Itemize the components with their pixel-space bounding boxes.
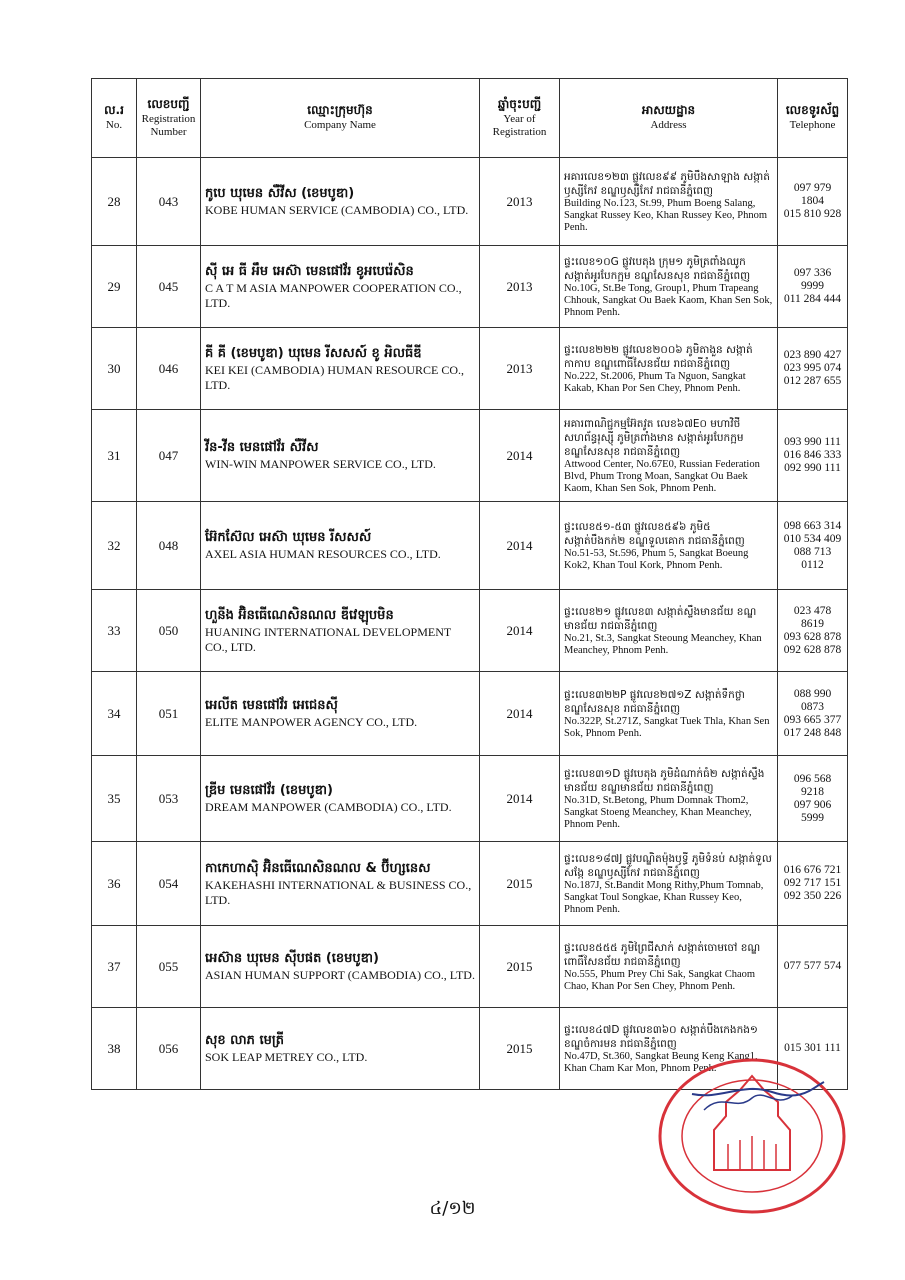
address-khmer: ផ្ទះលេខ៥១-៥៣ ផ្លូវលេខ៥៩៦ ភូមិ៥ សង្កាត់បឹងកក់២ ខណ្ឌទួលគោក រាជធានីភ្នំពេញ xyxy=(564,520,745,547)
company-cell xyxy=(201,410,480,502)
address-cell xyxy=(560,328,778,410)
address-english: No.51-53, St.596, Phum 5, Sangkat Boeung Kok2, Khan Toul Kork, Phnom Penh. xyxy=(564,547,749,571)
company-name-khmer: គី គី (ខេមបូឌា) ឃុមេន រីសសស៍ ខូ អិលធីឌី xyxy=(205,345,422,361)
row-number: 28 xyxy=(92,158,137,246)
registration-number: 048 xyxy=(137,502,201,590)
telephone-number: 097 336 9999 xyxy=(793,267,832,292)
telephone-number: 093 628 878 xyxy=(783,630,842,643)
row-number: 31 xyxy=(92,410,137,502)
telephone-number: 077 577 574 xyxy=(783,960,842,972)
address-khmer: ផ្ទះលេខ១០G ផ្លូវបេតុង ក្រុម១ ភូមិត្រពាំងឈូក សង្កាត់អូរបែកក្អម ខណ្ឌសែនសុខ រាជធានីភ្នំពេញ xyxy=(564,255,751,282)
telephone-number: 093 990 111 xyxy=(784,436,841,448)
header-year: ឆ្នាំចុះបញ្ជី Year of Registration xyxy=(480,79,560,158)
registration-number: 043 xyxy=(137,158,201,246)
telephone-cell xyxy=(778,246,848,328)
company-name-english: KEI KEI (CAMBODIA) HUMAN RESOURCE CO., LTD. xyxy=(205,362,464,392)
telephone-number: 023 890 427 xyxy=(783,349,842,361)
address-english: Building No.123, St.99, Phum Boeng Salang, Sangkat Russey Keo, Khan Russey Keo, Phnom Penh. xyxy=(564,197,767,233)
telephone-number: 092 717 151 xyxy=(783,877,842,889)
registration-number: 045 xyxy=(137,246,201,328)
telephone-number: 097 979 1804 xyxy=(793,182,832,207)
address-english: No.187J, St.Bandit Mong Rithy,Phum Tomnab, Sangkat Toul Songkae, Khan Russey Keo, Phnom Penh. xyxy=(564,879,764,915)
registration-year: 2014 xyxy=(480,590,560,672)
telephone-cell xyxy=(778,590,848,672)
company-cell xyxy=(201,842,480,926)
company-name-english: WIN-WIN MANPOWER SERVICE CO., LTD. xyxy=(205,457,436,471)
registration-number: 046 xyxy=(137,328,201,410)
registration-year: 2015 xyxy=(480,842,560,926)
address-khmer: ផ្ទះលេខ១៨៧J ផ្លូវបណ្ឌិតម៉ុងឫទ្ធី ភូមិទំនប់ សង្កាត់ទួលសង្កែ ខណ្ឌឫស្សីកែវ រាជធានីភ្នំពេញ xyxy=(564,852,772,879)
company-name-english: ELITE MANPOWER AGENCY CO., LTD. xyxy=(205,715,418,729)
telephone-number: 012 287 655 xyxy=(783,375,842,387)
telephone-cell xyxy=(778,756,848,842)
table-row xyxy=(92,246,848,328)
company-name-english: KOBE HUMAN SERVICE (CAMBODIA) CO., LTD. xyxy=(205,203,469,217)
company-cell xyxy=(201,1008,480,1090)
company-name-khmer: កាកេហាស៊ិ អ៊ិនធើណេសិនណល & ប៊ីហ្សនេស xyxy=(205,860,431,876)
company-name-english: SOK LEAP METREY CO., LTD. xyxy=(205,1050,368,1064)
table-row xyxy=(92,672,848,756)
telephone-number: 016 846 333 xyxy=(783,449,842,461)
company-name-khmer: សុខ លាភ មេត្រី xyxy=(205,1033,284,1048)
header-registration-number: លេខបញ្ជី Registration Number xyxy=(137,79,201,158)
address-english: No.322P, St.271Z, Sangkat Tuek Thla, Khan Sen Sok, Phnom Penh. xyxy=(564,715,770,739)
row-number: 38 xyxy=(92,1008,137,1090)
address-english: No.31D, St.Betong, Phum Domnak Thom2, Sangkat Stoeng Meanchey, Khan Meanchey, Phnom Penh. xyxy=(564,794,752,830)
table-row xyxy=(92,590,848,672)
table-row xyxy=(92,756,848,842)
header-address: អាសយដ្ឋាន Address xyxy=(560,79,778,158)
row-number: 34 xyxy=(92,672,137,756)
table-row xyxy=(92,502,848,590)
registration-number: 051 xyxy=(137,672,201,756)
telephone-cell xyxy=(778,328,848,410)
address-khmer: អគារពាណិជ្ជកម្មអ៊ែតវូត លេខ៦៧E០ មហាវិថីសហព័ន្ធរុស្ស៊ី ភូមិត្រពាំងមាន សង្កាត់អូរបែកក្អម ខណ្ឌសែនសុខ រាជធានីភ្នំពេញ xyxy=(564,417,744,458)
address-cell xyxy=(560,502,778,590)
address-khmer: អគារលេខ១២៣ ផ្លូវលេខ៩៩ ភូមិបឹងសាឡាង សង្កាត់ឫស្សីកែវ ខណ្ឌឫស្សីកែវ រាជធានីភ្នំពេញ xyxy=(564,170,770,197)
telephone-number: 017 248 848 xyxy=(783,726,842,739)
registration-year: 2015 xyxy=(480,1008,560,1090)
header-company-name: ឈ្មោះក្រុមហ៊ុន Company Name xyxy=(201,79,480,158)
address-khmer: ផ្ទះលេខ២២២ ផ្លូវលេខ២០០៦ ភូមិតាងួន សង្កាត់កាកាប ខណ្ឌពោធិ៍សែនជ័យ រាជធានីភ្នំពេញ xyxy=(564,343,753,370)
address-english: Attwood Center, No.67E0, Russian Federation Blvd, Phum Trong Moan, Sangkat Ou Baek Kaom, Khan Sen Sok, Phnom Penh. xyxy=(564,458,760,494)
telephone-number: 098 663 314 xyxy=(783,519,842,532)
company-cell xyxy=(201,672,480,756)
company-name-english: ASIAN HUMAN SUPPORT (CAMBODIA) CO., LTD. xyxy=(205,968,475,982)
header-telephone: លេខទូរស័ព្ទ Telephone xyxy=(778,79,848,158)
company-cell xyxy=(201,158,480,246)
company-name-khmer: ហួនីង អ៊ិនធើណេសិនណល ឌីវេឡុបមិន xyxy=(205,607,394,623)
telephone-cell xyxy=(778,502,848,590)
row-number: 33 xyxy=(92,590,137,672)
company-cell xyxy=(201,926,480,1008)
registration-number: 047 xyxy=(137,410,201,502)
registration-year: 2015 xyxy=(480,926,560,1008)
address-khmer: ផ្ទះលេខ៥៥៥ ភូមិព្រៃជីសាក់ សង្កាត់ចោមចៅ ខណ្ឌពោធិ៍សែនជ័យ រាជធានីភ្នំពេញ xyxy=(564,941,761,968)
telephone-number: 010 534 409 xyxy=(783,532,842,545)
row-number: 30 xyxy=(92,328,137,410)
address-khmer: ផ្ទះលេខ៣២២P ផ្លូវលេខ២៧១Z សង្កាត់ទឹកថ្លា ខណ្ឌសែនសុខ រាជធានីភ្នំពេញ xyxy=(564,688,745,715)
registration-year: 2014 xyxy=(480,672,560,756)
telephone-number: 097 906 5999 xyxy=(793,798,832,824)
registration-year: 2014 xyxy=(480,410,560,502)
address-english: No.555, Phum Prey Chi Sak, Sangkat Chaom Chao, Khan Por Sen Chey, Phnom Penh. xyxy=(564,968,756,992)
company-name-khmer: អេលីត មេនផៅវ័រ អេជេនស៊ី xyxy=(205,698,338,713)
telephone-number: 015 301 111 xyxy=(784,1042,841,1054)
address-english: No.21, St.3, Sangkat Steoung Meanchey, Khan Meanchey, Phnom Penh. xyxy=(564,632,762,656)
company-cell xyxy=(201,246,480,328)
telephone-number: 011 284 444 xyxy=(783,293,842,305)
address-khmer: ផ្ទះលេខ២១ ផ្លូវលេខ៣ សង្កាត់ស្ទឹងមានជ័យ ខណ្ឌមានជ័យ រាជធានីភ្នំពេញ xyxy=(564,605,757,632)
telephone-number: 023 478 8619 xyxy=(793,604,832,630)
registration-number: 055 xyxy=(137,926,201,1008)
telephone-cell xyxy=(778,158,848,246)
company-name-khmer: កូបេ ឃុមេន សឺវីស (ខេមបូឌា) xyxy=(205,186,355,201)
telephone-cell xyxy=(778,672,848,756)
address-khmer: ផ្ទះលេខ៤៧D ផ្លូវលេខ៣៦០ សង្កាត់បឹងកេងកង១ ខណ្ឌចំការមន រាជធានីភ្នំពេញ xyxy=(564,1023,758,1050)
telephone-number: 088 713 0112 xyxy=(793,545,832,571)
table-row xyxy=(92,328,848,410)
registration-year: 2013 xyxy=(480,328,560,410)
table-row xyxy=(92,926,848,1008)
row-number: 37 xyxy=(92,926,137,1008)
telephone-number: 093 665 377 xyxy=(783,713,842,726)
registration-year: 2014 xyxy=(480,502,560,590)
address-khmer: ផ្ទះលេខ៣១D ផ្លូវបេតុង ភូមិដំណាក់ធំ២ សង្កាត់ស្ទឹងមានជ័យ ខណ្ឌមានជ័យ រាជធានីភ្នំពេញ xyxy=(564,767,765,794)
row-number: 35 xyxy=(92,756,137,842)
telephone-cell xyxy=(778,926,848,1008)
telephone-number: 015 810 928 xyxy=(783,208,842,220)
address-cell xyxy=(560,756,778,842)
registration-number: 056 xyxy=(137,1008,201,1090)
company-name-khmer: វីន-វីន មេនផៅវ័រ សឺវីស xyxy=(205,440,319,455)
header-no: ល.រ No. xyxy=(92,79,137,158)
telephone-number: 016 676 721 xyxy=(783,864,842,876)
company-name-khmer: ឌ្រីម មេនផៅវ័រ (ខេមបូឌា) xyxy=(205,783,333,798)
registration-year: 2013 xyxy=(480,158,560,246)
address-english: No.47D, St.360, Sangkat Beung Keng Kang1, Khan Cham Kar Mon, Phnom Penh. xyxy=(564,1050,758,1074)
telephone-number: 092 350 226 xyxy=(783,890,842,902)
company-cell xyxy=(201,756,480,842)
table-header-row xyxy=(92,79,848,158)
registration-number: 054 xyxy=(137,842,201,926)
company-cell xyxy=(201,590,480,672)
registration-year: 2013 xyxy=(480,246,560,328)
company-name-english: AXEL ASIA HUMAN RESOURCES CO., LTD. xyxy=(205,547,441,561)
row-number: 29 xyxy=(92,246,137,328)
address-english: No.222, St.2006, Phum Ta Nguon, Sangkat Kakab, Khan Por Sen Chey, Phnom Penh. xyxy=(564,370,746,394)
company-name-khmer: អេស៊ាន ឃុមេន ស៊ីបផត (ខេមបូឌា) xyxy=(205,951,379,966)
address-cell xyxy=(560,842,778,926)
telephone-number: 088 990 0873 xyxy=(793,687,832,713)
table-row xyxy=(92,158,848,246)
telephone-number: 092 628 878 xyxy=(783,643,842,656)
address-cell xyxy=(560,672,778,756)
company-name-english: HUANING INTERNATIONAL DEVELOPMENT CO., LTD. xyxy=(205,624,451,654)
company-name-english: KAKEHASHI INTERNATIONAL & BUSINESS CO., LTD. xyxy=(205,877,472,907)
telephone-cell xyxy=(778,410,848,502)
telephone-number: 092 990 111 xyxy=(784,462,841,474)
telephone-number: 023 995 074 xyxy=(783,362,842,374)
address-cell xyxy=(560,410,778,502)
row-number: 36 xyxy=(92,842,137,926)
telephone-cell xyxy=(778,842,848,926)
company-name-khmer: អ៊ែកស៊ែល អេស៊ា ឃុមេន រីសសស៍ xyxy=(205,530,372,545)
official-seal-icon xyxy=(652,1052,852,1217)
company-name-khmer: ស៊ី អេ ធី អឹម អេស៊ា មេនផៅវ័រ ខូអបេរ៉េសិន xyxy=(205,263,414,279)
company-name-english: DREAM MANPOWER (CAMBODIA) CO., LTD. xyxy=(205,800,452,814)
registration-year: 2014 xyxy=(480,756,560,842)
address-cell xyxy=(560,590,778,672)
company-name-english: C A T M ASIA MANPOWER COOPERATION CO., LTD. xyxy=(205,280,462,310)
registration-table xyxy=(91,78,848,1090)
address-english: No.10G, St.Be Tong, Group1, Phum Trapeang Chhouk, Sangkat Ou Baek Kaom, Khan Sen Sok, Phnom Penh. xyxy=(564,282,773,318)
address-cell xyxy=(560,246,778,328)
address-cell xyxy=(560,158,778,246)
row-number: 32 xyxy=(92,502,137,590)
registration-number: 050 xyxy=(137,590,201,672)
table-row xyxy=(92,842,848,926)
telephone-number: 096 568 9218 xyxy=(793,772,832,798)
registration-number: 053 xyxy=(137,756,201,842)
table-row xyxy=(92,410,848,502)
page-number: ៤/១២ xyxy=(429,1198,476,1219)
company-cell xyxy=(201,328,480,410)
company-cell xyxy=(201,502,480,590)
address-cell xyxy=(560,926,778,1008)
